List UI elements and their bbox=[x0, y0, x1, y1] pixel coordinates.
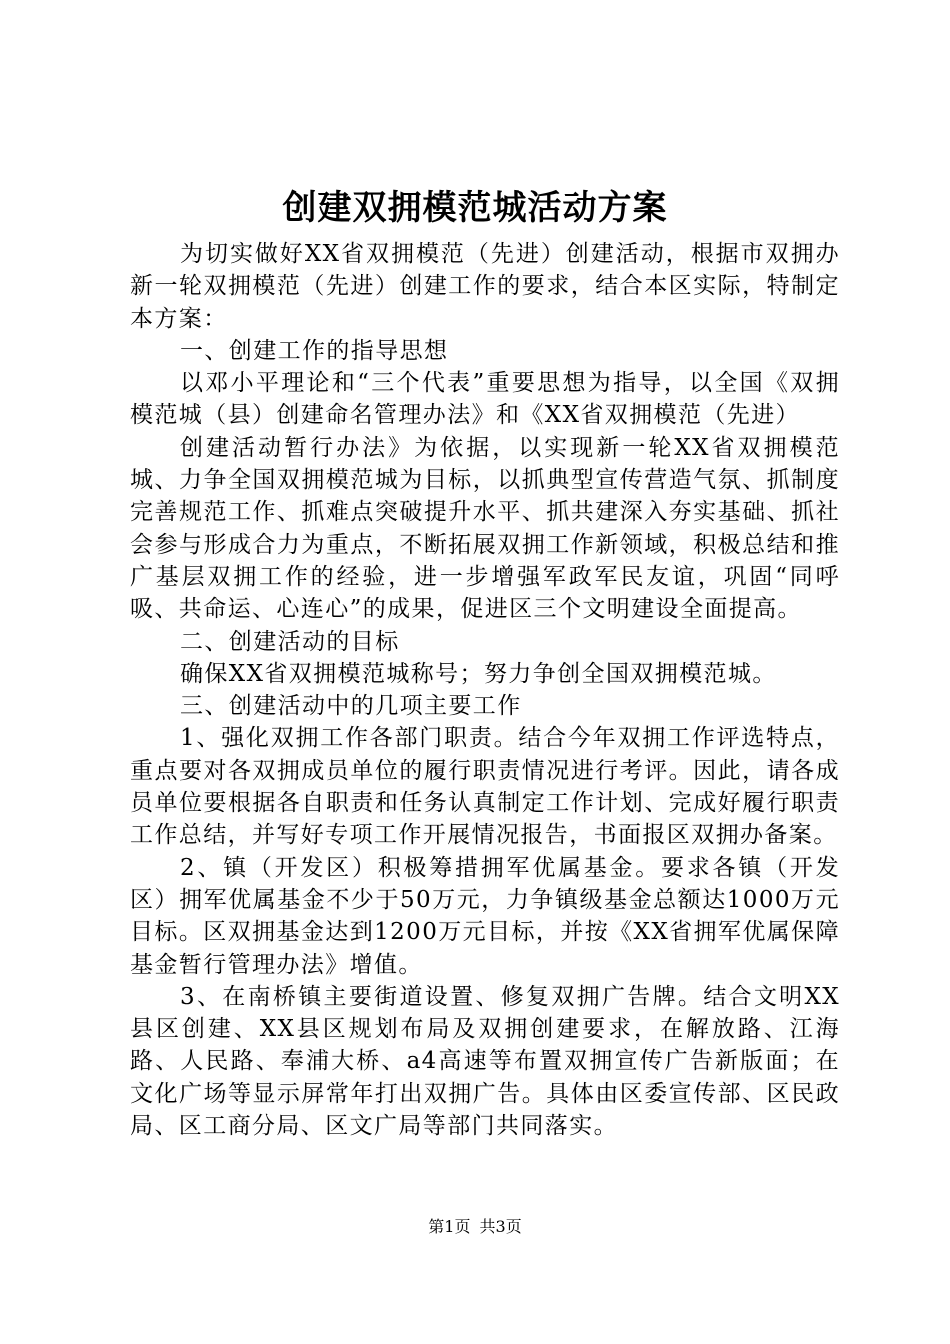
section-heading-1: 一、创建工作的指导思想 bbox=[180, 337, 449, 364]
document-title: 创建双拥模范城活动方案 bbox=[282, 188, 668, 228]
page-footer bbox=[0, 1217, 950, 1237]
section-heading-2: 二、创建活动的目标 bbox=[180, 628, 400, 655]
paragraph-task-2: 2、镇（开发区）积极筹措拥军优属基金。要求各镇（开发区）拥军优属基金不少于50万元，力争镇级基金总额达1000万元目标。区双拥基金达到1200万元目标，并按《XX省拥军优属保障基金暂行管理办法》增值。 bbox=[130, 854, 840, 978]
section-heading-3: 三、创建活动中的几项主要工作 bbox=[180, 693, 522, 720]
paragraph-guiding-2: 创建活动暂行办法》为依据，以实现新一轮XX省双拥模范城、力争全国双拥模范城为目标，以抓典型宣传营造气氛、抓制度完善规范工作、抓难点突破提升水平、抓共建深入夯实基础、抓社会参与形成合力为重点，不断拓展双拥工作新领域，积极总结和推广基层双拥工作的经验，进一步增强军政军民友谊，巩固“同呼吸、共命运、心连心”的成果，促进区三个文明建设全面提高。 bbox=[130, 434, 840, 623]
paragraph-task-1: 1、强化双拥工作各部门职责。结合今年双拥工作评选特点，重点要对各双拥成员单位的履行职责情况进行考评。因此，请各成员单位要根据各自职责和任务认真制定工作计划、完成好履行职责工作总结，并写好专项工作开展情况报告，书面报区双拥办备案。 bbox=[130, 725, 840, 849]
page-number: 第1页 bbox=[428, 1217, 471, 1236]
paragraph-goal: 确保XX省双拥模范城称号；努力争创全国双拥模范城。 bbox=[180, 660, 777, 687]
document-body bbox=[130, 238, 840, 1142]
paragraph-guiding-1: 以邓小平理论和“三个代表”重要思想为指导，以全国《双拥模范城（县）创建命名管理办法》和《XX省双拥模范（先进） bbox=[130, 370, 840, 429]
paragraph-task-3: 3、在南桥镇主要街道设置、修复双拥广告牌。结合文明XX县区创建、XX县区规划布局及双拥创建要求，在解放路、江海路、人民路、奉浦大桥、a4高速等布置双拥宣传广告新版面；在文化广场等显示屏常年打出双拥广告。具体由区委宣传部、区民政局、区工商分局、区文广局等部门共同落实。 bbox=[130, 983, 840, 1140]
paragraph-intro: 为切实做好XX省双拥模范（先进）创建活动，根据市双拥办新一轮双拥模范（先进）创建工作的要求，结合本区实际，特制定本方案： bbox=[130, 241, 840, 332]
page-total: 共3页 bbox=[479, 1217, 522, 1236]
